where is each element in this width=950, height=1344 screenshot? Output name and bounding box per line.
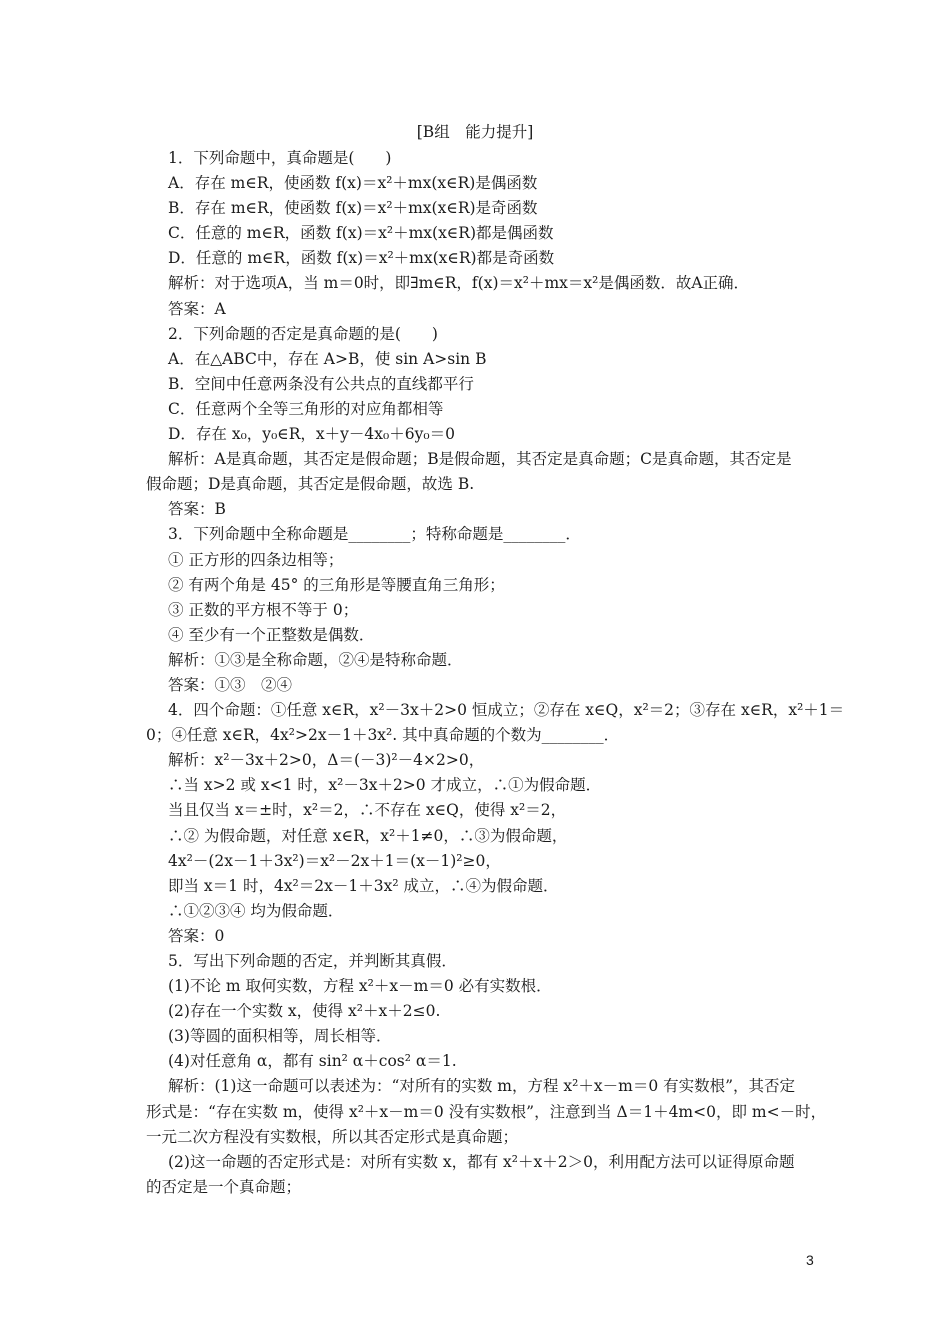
text-line: ④ 至少有一个正整数是偶数． xyxy=(168,625,375,644)
text-line: 形式是：“存在实数 m，使得 x²＋x－m＝0 没有实数根”，注意到当 Δ＝1＋4m<0，即 m<－时， xyxy=(146,1102,827,1121)
text-line: ∴当 x>2 或 x<1 时，x²－3x＋2>0 才成立，∴①为假命题． xyxy=(168,776,602,795)
body-text xyxy=(146,146,845,1200)
text-line: C．任意的 m∈R，函数 f(x)＝x²＋mx(x∈R)都是偶函数 xyxy=(168,224,554,243)
text-line: 当且仅当 x＝±时，x²＝2，∴不存在 x∈Q，使得 x²＝2， xyxy=(168,801,567,820)
text-line: 2．下列命题的否定是真命题的是( ) xyxy=(168,324,438,343)
text-line: A．在△ABC中，存在 A>B，使 sin A>sin B xyxy=(168,349,487,368)
text-line: 解析：①③是全称命题，②④是特称命题． xyxy=(168,650,463,669)
text-line: 即当 x＝1 时，4x²＝2x－1＋3x² 成立，∴④为假命题． xyxy=(168,876,559,895)
text-line: (2)存在一个实数 x，使得 x²＋x＋2≤0. xyxy=(168,1002,441,1021)
text-line: A．存在 m∈R，使函数 f(x)＝x²＋mx(x∈R)是偶函数 xyxy=(168,174,538,193)
text-line: 4x²－(2x－1＋3x²)＝x²－2x＋1＝(x－1)²≥0， xyxy=(168,851,501,870)
text-line: ① 正方形的四条边相等； xyxy=(168,550,344,569)
text-line: C．任意两个全等三角形的对应角都相等 xyxy=(168,399,444,418)
text-line: D．存在 x₀，y₀∈R，x＋y－4x₀＋6y₀＝0 xyxy=(168,425,455,444)
text-line: ③ 正数的平方根不等于 0； xyxy=(168,600,359,619)
text-line: ∴①②③④ 均为假命题． xyxy=(168,901,344,920)
text-line: 答案：B xyxy=(168,500,226,519)
page-number: 3 xyxy=(806,1252,814,1268)
text-line: B．空间中任意两条没有公共点的直线都平行 xyxy=(168,374,474,393)
text-line: (1)不论 m 取何实数，方程 x²＋x－m＝0 必有实数根． xyxy=(168,977,552,996)
text-line: 假命题；D是真命题，其否定是假命题，故选 B. xyxy=(146,475,475,494)
text-line: (4)对任意角 α，都有 sin² α＋cos² α＝1. xyxy=(168,1052,457,1071)
text-line: (3)等圆的面积相等，周长相等． xyxy=(168,1027,392,1046)
text-line: ∴② 为假命题，对任意 x∈R，x²＋1≠0，∴③为假命题， xyxy=(168,826,568,845)
text-line: 解析：(1)这一命题可以表述为：“对所有的实数 m，方程 x²＋x－m＝0 有实数根”，其否定 xyxy=(168,1077,796,1096)
text-line: 的否定是一个真命题； xyxy=(146,1177,302,1196)
text-line: 5．写出下列命题的否定，并判断其真假． xyxy=(168,952,457,970)
text-line: 4．四个命题：①任意 x∈R，x²－3x＋2>0 恒成立；②存在 x∈Q，x²＝2；③存在 x∈R，x²＋1＝ xyxy=(168,701,845,720)
text-line: 3．下列命题中全称命题是________；特称命题是________． xyxy=(168,525,581,544)
text-line: 答案：A xyxy=(168,299,226,318)
text-line: ② 有两个角是 45° 的三角形是等腰直角三角形； xyxy=(168,575,505,594)
text-line: (2)这一命题的否定形式是：对所有实数 x，都有 x²＋x＋2＞0，利用配方法可以证得原命题 xyxy=(168,1152,795,1171)
text-line: 0；④任意 x∈R，4x²>2x－1＋3x². 其中真命题的个数为________． xyxy=(146,726,620,745)
text-line: 1．下列命题中，真命题是( ) xyxy=(168,149,392,167)
text-line: B．存在 m∈R，使函数 f(x)＝x²＋mx(x∈R)是奇函数 xyxy=(168,199,538,218)
section-title: [B组 能力提升] xyxy=(416,123,534,141)
text-line: 一元二次方程没有实数根，所以其否定形式是真命题； xyxy=(146,1127,519,1146)
text-line: D．任意的 m∈R，函数 f(x)＝x²＋mx(x∈R)都是奇函数 xyxy=(168,249,555,268)
text-line: 答案：①③ ②④ xyxy=(168,675,293,694)
text-line: 答案：0 xyxy=(168,926,225,945)
text-line: 解析：x²－3x＋2>0，Δ＝(－3)²－4×2>0， xyxy=(168,751,485,770)
text-line: 解析：对于选项A，当 m＝0时，即∃m∈R，f(x)＝x²＋mx＝x²是偶函数．故A正确． xyxy=(168,274,750,293)
text-line: 解析：A是真命题，其否定是假命题；B是假命题，其否定是真命题；C是真命题，其否定是 xyxy=(168,450,792,469)
